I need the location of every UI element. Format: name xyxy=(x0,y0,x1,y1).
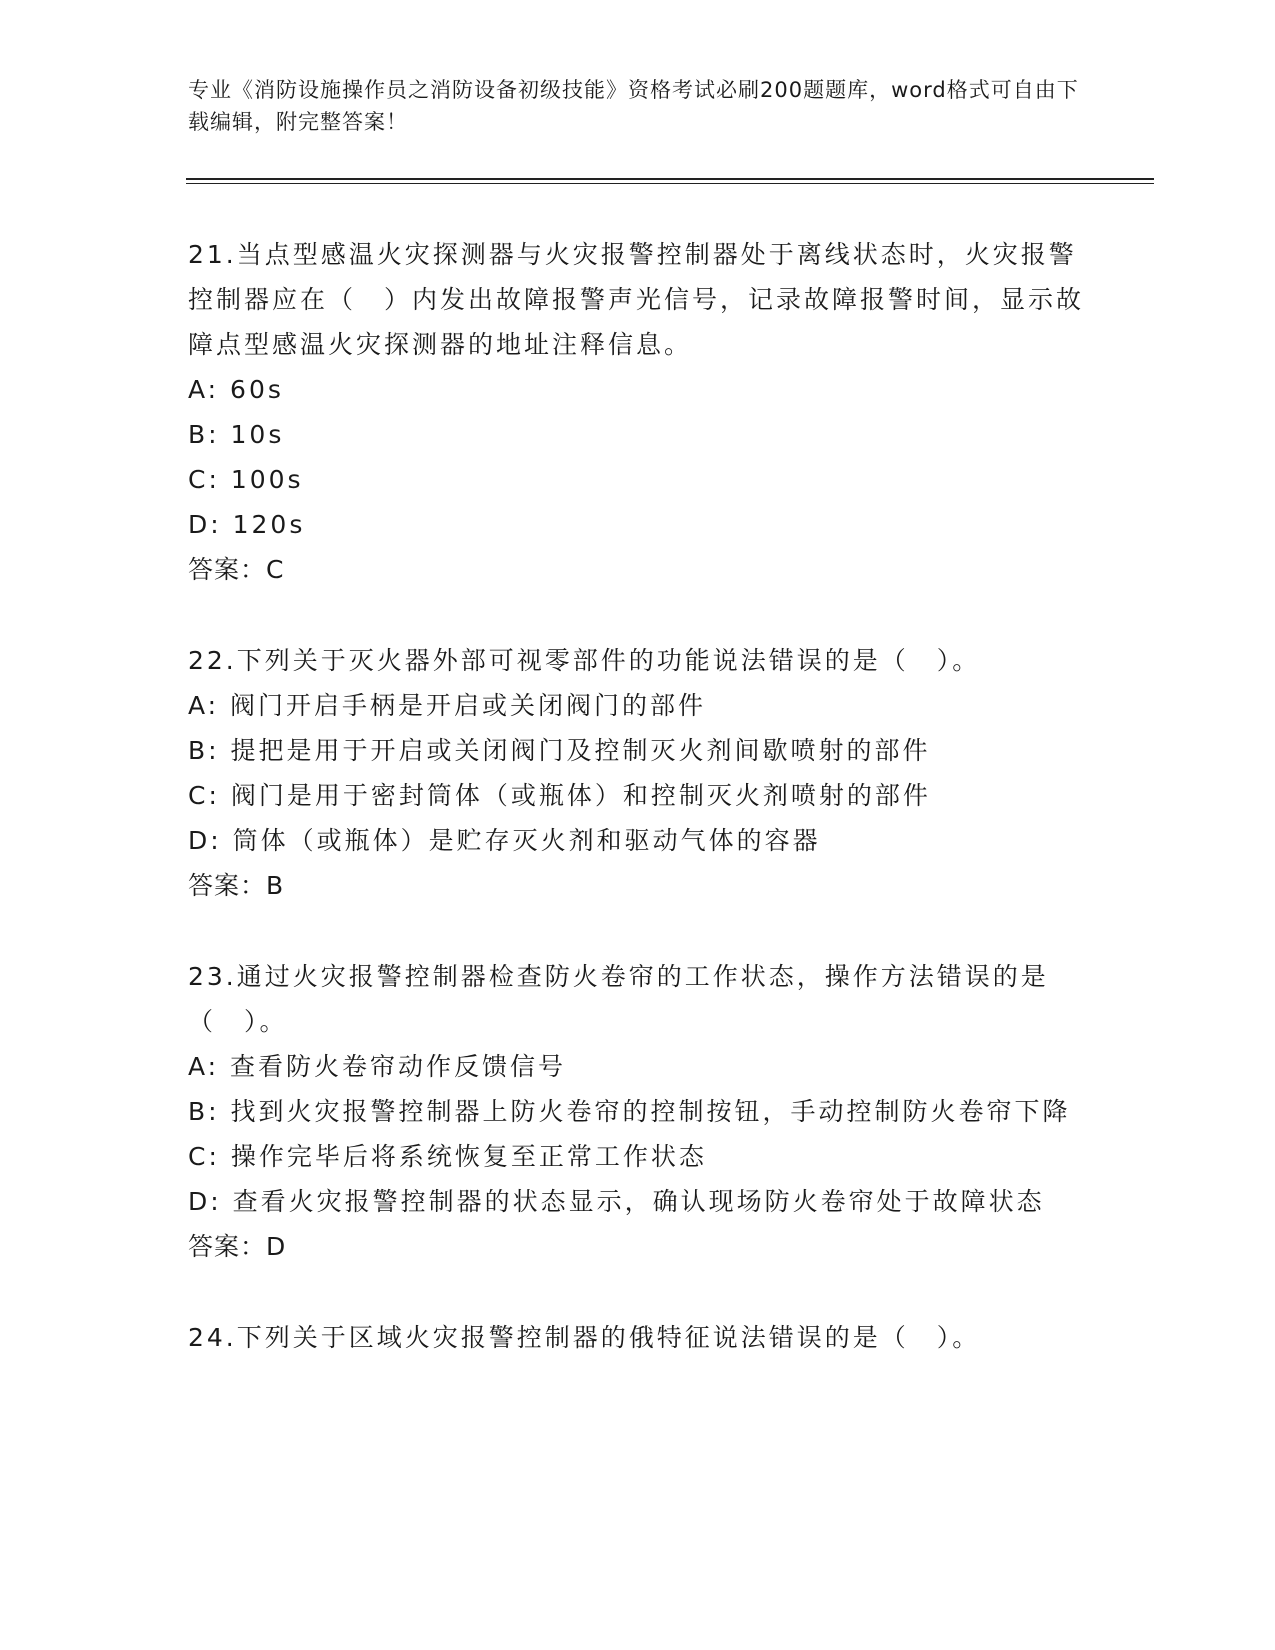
question-stem: 21.当点型感温火灾探测器与火灾报警控制器处于离线状态时，火灾报警控制器应在（ ）内发出故障报警声光信号，记录故障报警时间，显示故障点型感温火灾探测器的地址注释信息。 xyxy=(188,240,1085,359)
option-c: C: 100s xyxy=(188,465,304,494)
answer-line: 答案：B xyxy=(188,871,285,900)
option-a: A: 阀门开启手柄是开启或关闭阀门的部件 xyxy=(188,691,707,720)
header-rule-thick xyxy=(186,178,1154,180)
option-a: A: 查看防火卷帘动作反馈信号 xyxy=(188,1052,567,1081)
answer-line: 答案：C xyxy=(188,555,285,584)
question-stem: 23.通过火灾报警控制器检查防火卷帘的工作状态，操作方法错误的是（ ）。 xyxy=(188,962,1049,1036)
question-list xyxy=(188,232,1088,1406)
option-a: A: 60s xyxy=(188,375,284,404)
header-rule-thin xyxy=(186,183,1154,184)
option-d: D: 筒体（或瓶体）是贮存灭火剂和驱动气体的容器 xyxy=(188,826,821,855)
question-22 xyxy=(188,638,1088,908)
option-b: B: 10s xyxy=(188,420,285,449)
option-d: D: 查看火灾报警控制器的状态显示，确认现场防火卷帘处于故障状态 xyxy=(188,1187,1045,1216)
question-21 xyxy=(188,232,1088,592)
question-stem: 24.下列关于区域火灾报警控制器的俄特征说法错误的是（ ）。 xyxy=(188,1323,981,1352)
answer-line: 答案：D xyxy=(188,1232,287,1261)
option-b: B: 找到火灾报警控制器上防火卷帘的控制按钮，手动控制防火卷帘下降 xyxy=(188,1097,1071,1126)
option-c: C: 阀门是用于密封筒体（或瓶体）和控制灭火剂喷射的部件 xyxy=(188,781,931,810)
question-24 xyxy=(188,1315,1088,1360)
option-b: B: 提把是用于开启或关闭阀门及控制灭火剂间歇喷射的部件 xyxy=(188,736,931,765)
document-header: 专业《消防设施操作员之消防设备初级技能》资格考试必刷200题题库，word格式可自由下载编辑，附完整答案！ xyxy=(188,78,1079,134)
option-d: D: 120s xyxy=(188,510,306,539)
question-stem: 22.下列关于灭火器外部可视零部件的功能说法错误的是（ ）。 xyxy=(188,646,981,675)
question-23 xyxy=(188,954,1088,1269)
option-c: C: 操作完毕后将系统恢复至正常工作状态 xyxy=(188,1142,707,1171)
